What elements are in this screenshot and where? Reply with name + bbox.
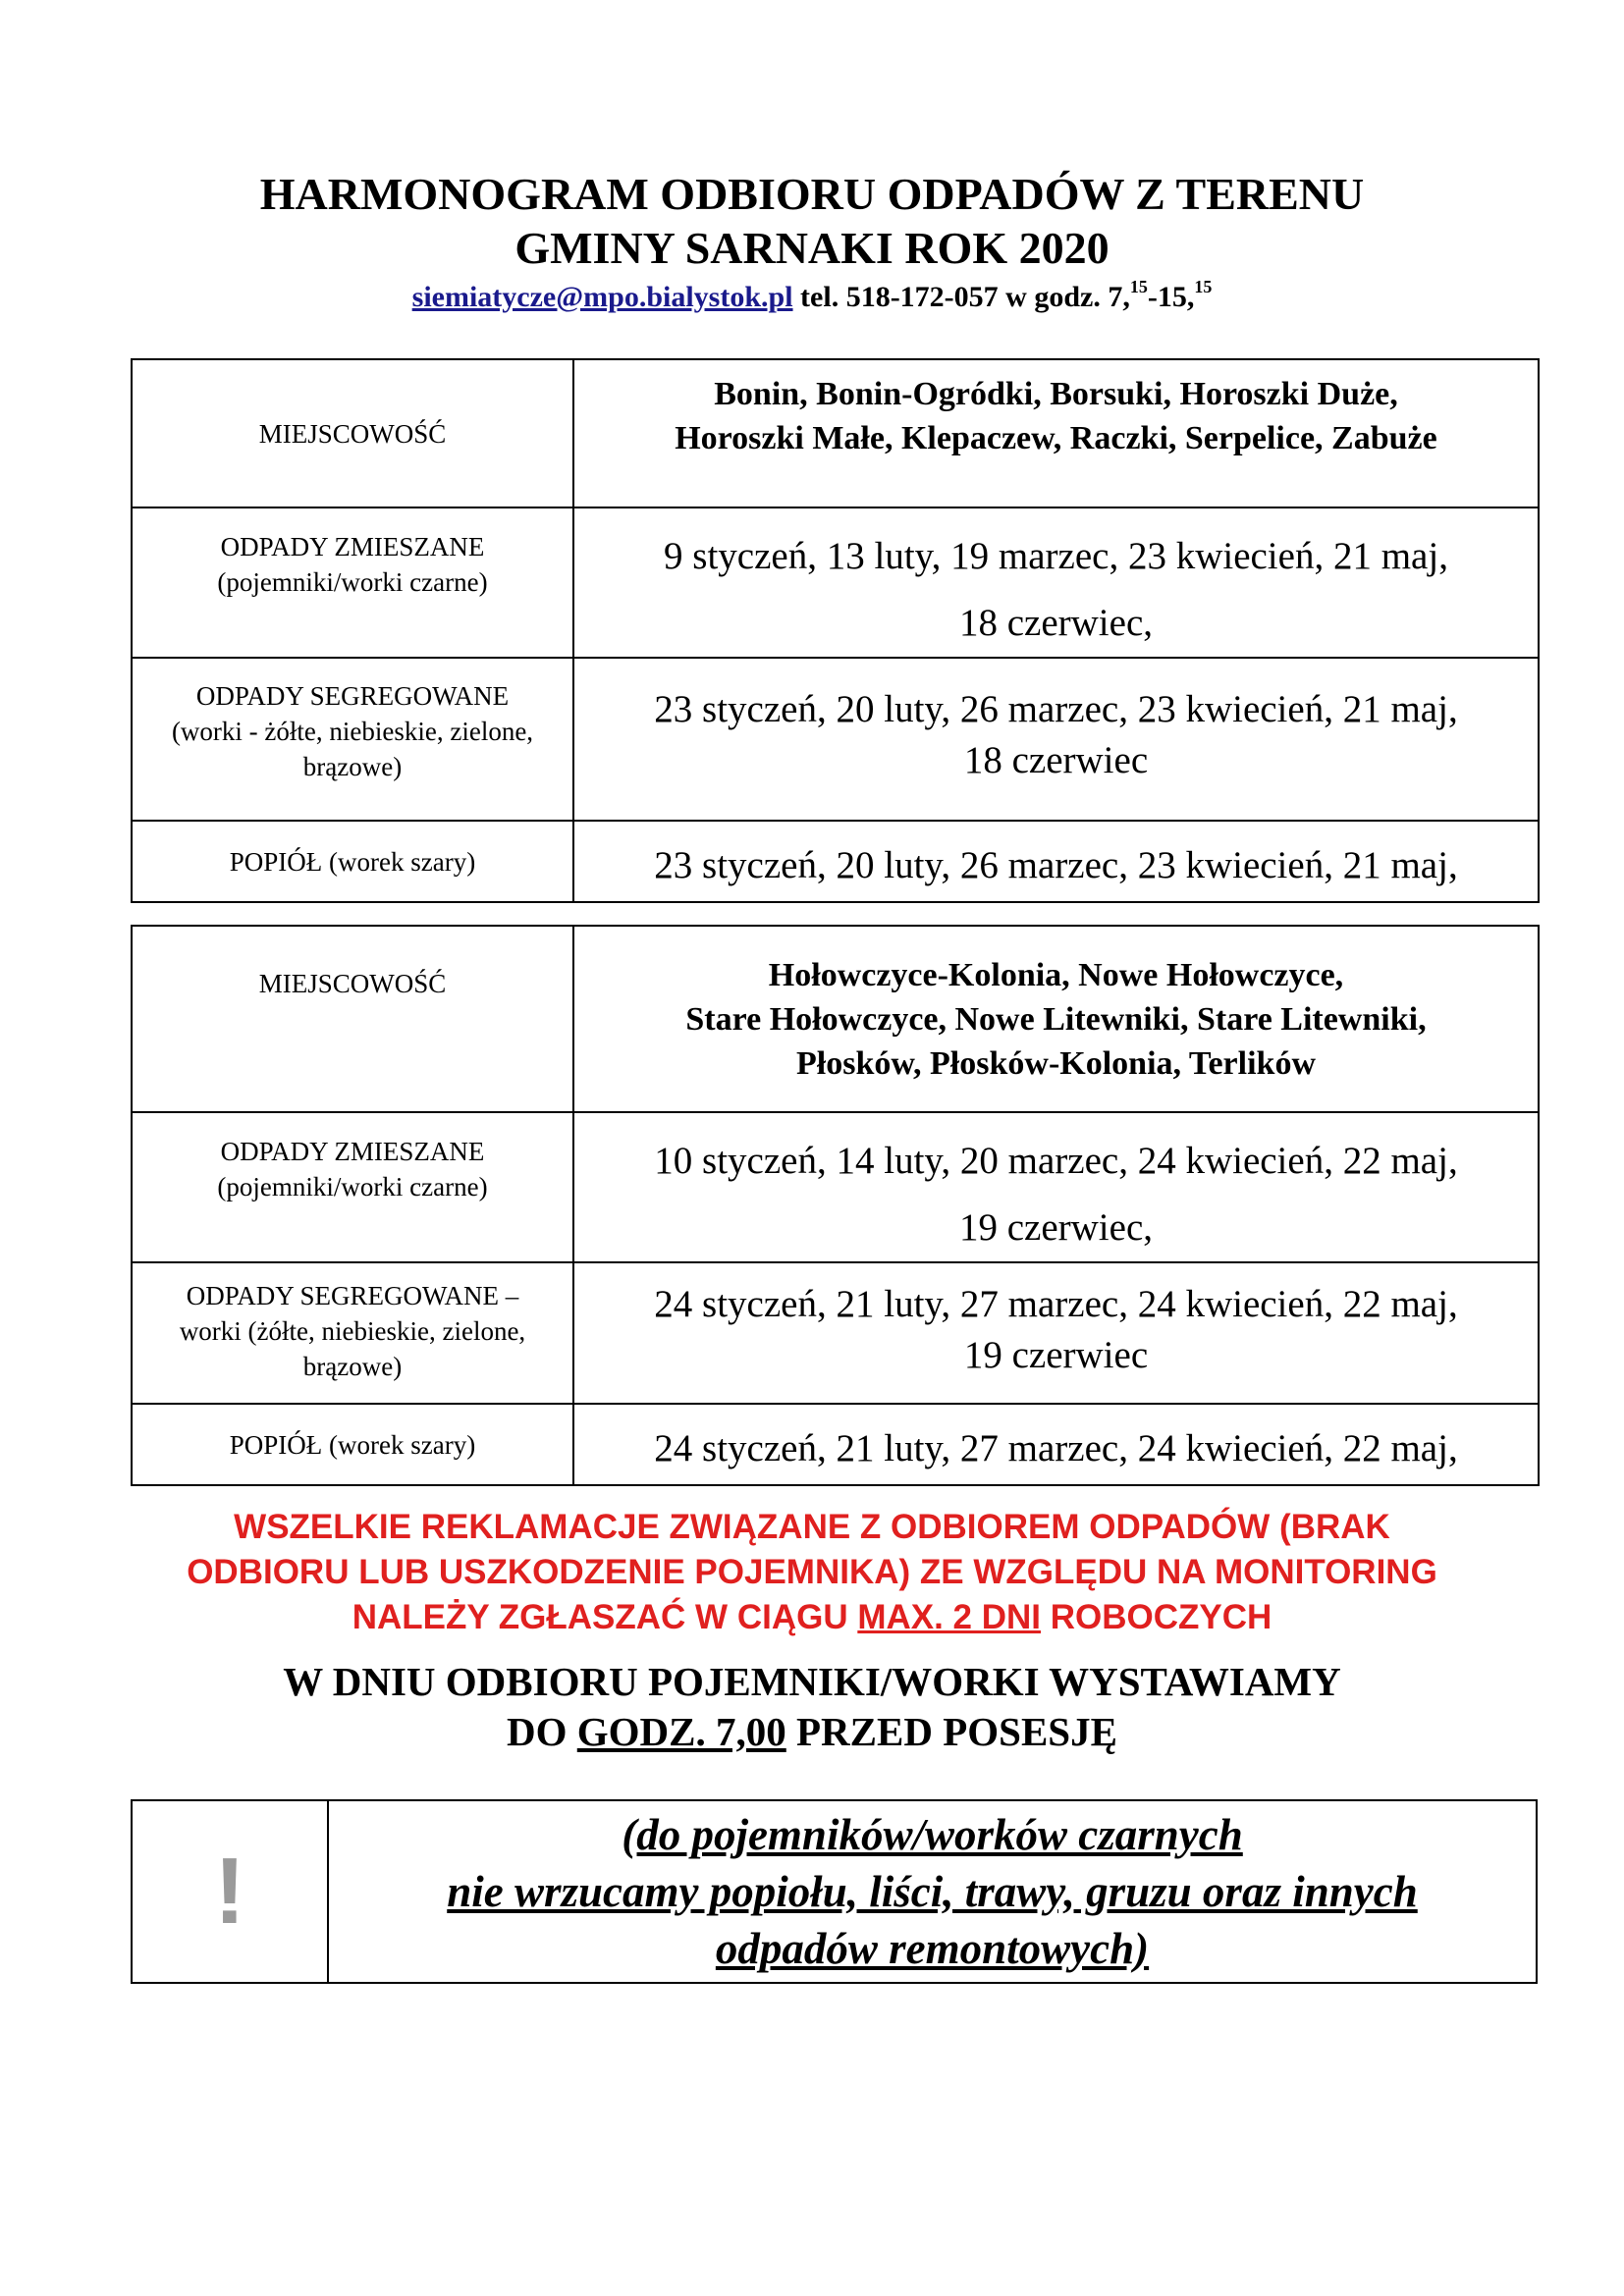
- notice-line: W DNIU ODBIORU POJEMNIKI/WORKI WYSTAWIAMY: [283, 1659, 1341, 1704]
- hours-mid: -15,: [1147, 281, 1195, 313]
- waste-type-note: (pojemniki/worki czarne): [217, 1172, 488, 1201]
- contact-line: [0, 278, 1624, 317]
- table-row: [132, 1262, 1539, 1404]
- document-title-line1: HARMONOGRAM ODBIORU ODPADÓW Z TERENU: [259, 169, 1365, 219]
- waste-type-label: ODPADY ZMIESZANE: [220, 1137, 485, 1166]
- table-row: [132, 359, 1539, 507]
- notice-line: [0, 1707, 1624, 1757]
- dates-cell: 23 styczeń, 20 luty, 26 marzec, 23 kwiecień, 21 maj,: [573, 821, 1539, 902]
- bin-rules-text: [328, 1800, 1537, 1983]
- hours-sup-2: 15: [1194, 277, 1213, 296]
- place-label: MIEJSCOWOŚĆ: [132, 926, 573, 1112]
- table-row: [132, 1112, 1539, 1262]
- waste-type-label: POPIÓŁ (worek szary): [132, 821, 573, 902]
- waste-type-label: POPIÓŁ (worek szary): [132, 1404, 573, 1485]
- dates-cell: [573, 1262, 1539, 1404]
- waste-type-note: (worki - żółte, niebieskie, zielone,: [171, 717, 534, 746]
- bin-rules-line: nie wrzucamy popiołu, liści, trawy, gruzu oraz innych: [447, 1867, 1418, 1916]
- places-cell: [573, 359, 1539, 507]
- place-label: MIEJSCOWOŚĆ: [132, 359, 573, 507]
- waste-type-cell: [132, 507, 573, 658]
- schedule-table-1: [131, 358, 1540, 903]
- dates-line: 19 czerwiec,: [958, 1206, 1154, 1249]
- table-row: [132, 926, 1539, 1112]
- places-line: Hołowczyce-Kolonia, Nowe Hołowczyce,: [768, 957, 1344, 993]
- hours-sup-1: 15: [1129, 277, 1148, 296]
- phone-text: tel. 518-172-057 w godz. 7,: [792, 281, 1130, 313]
- notice-text: PRZED POSESJĘ: [785, 1709, 1117, 1754]
- waste-type-cell: [132, 658, 573, 821]
- places-line: Stare Hołowczyce, Nowe Litewniki, Stare Litewniki,: [685, 1001, 1427, 1038]
- waste-type-cell: [132, 1112, 573, 1262]
- dates-line: 23 styczeń, 20 luty, 26 marzec, 23 kwiecień, 21 maj,: [654, 688, 1458, 730]
- bin-rules-box: [131, 1799, 1538, 1984]
- places-cell: [573, 926, 1539, 1112]
- waste-type-label: ODPADY SEGREGOWANE: [195, 681, 510, 711]
- notice-time: GODZ. 7,00: [576, 1709, 786, 1754]
- warning-text: NALEŻY ZGŁASZAĆ W CIĄGU: [352, 1598, 858, 1636]
- email-link[interactable]: siemiatycze@mpo.bialystok.pl: [411, 281, 793, 313]
- notice-text: DO: [507, 1709, 577, 1754]
- dates-cell: [573, 507, 1539, 658]
- table-row: [132, 821, 1539, 902]
- table-row: [132, 658, 1539, 821]
- warning-deadline: MAX. 2 DNI: [857, 1598, 1042, 1636]
- exclamation-icon: !: [132, 1800, 328, 1983]
- waste-type-cell: [132, 1262, 573, 1404]
- waste-type-note: brązowe): [302, 752, 403, 781]
- waste-type-note: worki (żółte, niebieskie, zielone,: [179, 1316, 526, 1346]
- warning-line: ODBIORU LUB USZKODZENIE POJEMNIKA) ZE WZGLĘDU NA MONITORING: [187, 1553, 1437, 1591]
- dates-cell: [573, 1112, 1539, 1262]
- complaints-warning: [0, 1505, 1624, 1640]
- waste-type-note: brązowe): [302, 1352, 403, 1381]
- bin-rules-line: odpadów remontowych): [715, 1924, 1150, 1973]
- dates-line: 18 czerwiec: [963, 739, 1149, 781]
- table-row: [132, 507, 1539, 658]
- document-title-line2: GMINY SARNAKI ROK 2020: [514, 223, 1110, 273]
- table-row: [132, 1404, 1539, 1485]
- pickup-notice: [0, 1657, 1624, 1757]
- dates-line: 24 styczeń, 21 luty, 27 marzec, 24 kwiecień, 22 maj,: [654, 1283, 1458, 1325]
- places-line: Płosków, Płosków-Kolonia, Terlików: [796, 1045, 1316, 1082]
- dates-line: 19 czerwiec: [963, 1334, 1149, 1376]
- places-line: Horoszki Małe, Klepaczew, Raczki, Serpelice, Zabuże: [675, 420, 1437, 456]
- dates-cell: 24 styczeń, 21 luty, 27 marzec, 24 kwiecień, 22 maj,: [573, 1404, 1539, 1485]
- warning-text: ROBOCZYCH: [1041, 1598, 1272, 1636]
- waste-type-label: ODPADY SEGREGOWANE –: [186, 1281, 519, 1310]
- bin-rules-line: (do pojemników/worków czarnych: [622, 1810, 1243, 1859]
- places-line: Bonin, Bonin-Ogródki, Borsuki, Horoszki Duże,: [714, 376, 1398, 412]
- waste-type-label: ODPADY ZMIESZANE: [220, 532, 485, 561]
- waste-type-note: (pojemniki/worki czarne): [217, 567, 488, 597]
- dates-line: 10 styczeń, 14 luty, 20 marzec, 24 kwiecień, 22 maj,: [654, 1140, 1458, 1182]
- dates-line: 18 czerwiec,: [958, 602, 1154, 644]
- warning-line: [0, 1595, 1624, 1640]
- dates-cell: [573, 658, 1539, 821]
- warning-line: WSZELKIE REKLAMACJE ZWIĄZANE Z ODBIOREM ODPADÓW (BRAK: [234, 1508, 1390, 1546]
- schedule-table-2: [131, 925, 1540, 1486]
- dates-line: 9 styczeń, 13 luty, 19 marzec, 23 kwiecień, 21 maj,: [664, 535, 1448, 577]
